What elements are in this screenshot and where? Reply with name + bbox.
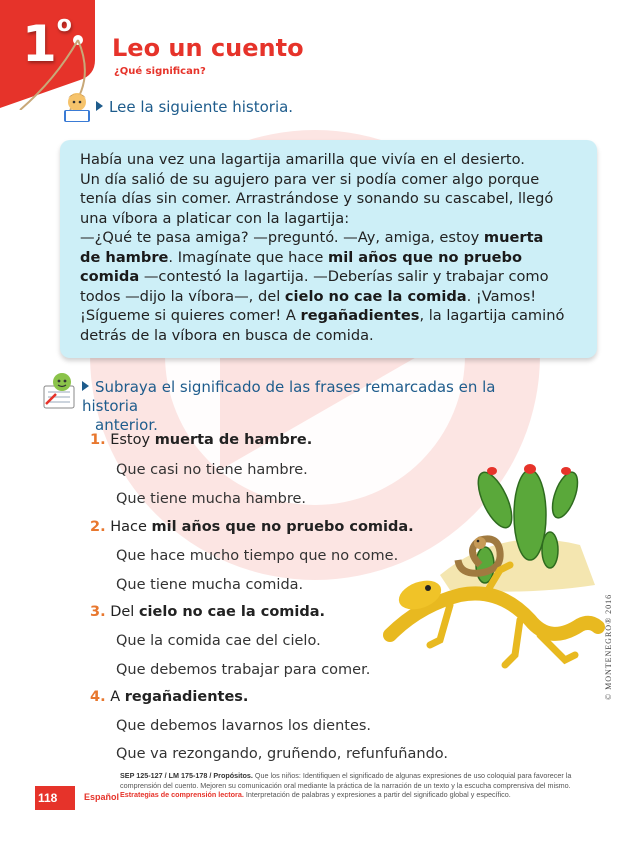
highlight-phrase: de hambre: [80, 248, 169, 266]
story-line: una víbora a platicar con la lagartija:: [80, 209, 350, 227]
teacher-note: SEP 125-127 / LM 175-178 / Propósitos. Que los niños: Identifiquen el significado de algunas expresiones de uso coloquial para favorecer la comprensión del cuento. Mejoren su comunicación oral mediante la práctica de la narración de un texto y la escucha comprensiva del mismo. Estrategias de comprensión lectora. Interpretación de palabras y expresiones a partir del significado global y específico.: [120, 771, 572, 800]
question-3: 3. Del cielo no cae la comida.: [90, 604, 326, 620]
arrow-icon: [82, 381, 89, 391]
answer-option[interactable]: Que va rezongando, gruñendo, refunfuñando.: [116, 746, 449, 762]
answer-option[interactable]: Que la comida cae del cielo.: [116, 633, 321, 649]
highlight-phrase: mil años que no pruebo: [327, 248, 523, 266]
story-text: [80, 150, 580, 345]
question-phrase: regañadientes.: [124, 689, 249, 705]
story-line: —¿Qué te pasa amiga? —preguntó. —Ay, amiga, estoy muerta: [80, 229, 544, 246]
question-phrase: muerta de hambre.: [154, 432, 313, 448]
answer-option[interactable]: Que debemos trabajar para comer.: [116, 662, 371, 678]
question-1: 1. Estoy muerta de hambre.: [90, 432, 313, 448]
story-line: comida —contestó la lagartija. —Deberías salir y trabajar como: [80, 268, 549, 285]
story-line: detrás de la víbora en busca de comida.: [80, 326, 374, 344]
writing-child-icon: [40, 370, 80, 410]
story-line: ¡Sígueme si quieres comer! A regañadientes, la lagartija caminó: [80, 307, 565, 324]
question-phrase: mil años que no pruebo comida.: [151, 519, 414, 535]
question-2: 2. Hace mil años que no pruebo comida.: [90, 519, 414, 535]
highlight-phrase: regañadientes: [300, 307, 420, 324]
copyright-notice: © MONTENEGRO® 2016: [604, 593, 613, 700]
page-subtitle: ¿Qué significan?: [114, 66, 206, 77]
story-line: de hambre. Imagínate que hace mil años que no pruebo: [80, 248, 523, 266]
highlight-phrase: comida: [80, 268, 140, 285]
story-line: tenía días sin comer. Arrastrándose y sonando su cascabel, llegó: [80, 190, 554, 207]
arrow-icon: [96, 101, 103, 111]
question-phrase: cielo no cae la comida.: [138, 604, 326, 620]
answer-option[interactable]: Que tiene mucha hambre.: [116, 491, 307, 507]
subject-label: Español: [84, 792, 120, 802]
story-line: Un día salió de su agujero para ver si podía comer algo porque: [80, 170, 540, 188]
story-line: todos —dijo la víbora—, del cielo no cae la comida. ¡Vamos!: [80, 287, 537, 305]
instruction-read: Lee la siguiente historia.: [96, 98, 293, 116]
grade-number: 1$^o$: [22, 12, 72, 73]
question-4: 4. A regañadientes.: [90, 689, 249, 705]
highlight-phrase: cielo no cae la comida: [284, 287, 467, 305]
answer-option[interactable]: Que tiene mucha comida.: [116, 577, 304, 593]
answer-option[interactable]: Que debemos lavarnos los dientes.: [116, 718, 372, 734]
page-number: 118: [38, 791, 58, 805]
instruction-underline: Subraya el significado de las frases remarcadas en la historia anterior.: [82, 378, 496, 434]
highlight-phrase: muerta: [483, 229, 544, 246]
story-line: Había una vez una lagartija amarilla que vivía en el desierto.: [80, 151, 525, 168]
lizard-snake-cactus-illustration: [380, 455, 605, 710]
answer-option[interactable]: Que hace mucho tiempo que no come.: [116, 548, 399, 564]
answer-option[interactable]: Que casi no tiene hambre.: [116, 462, 308, 478]
page-title: Leo un cuento: [112, 34, 304, 62]
reading-child-icon: [60, 90, 94, 124]
